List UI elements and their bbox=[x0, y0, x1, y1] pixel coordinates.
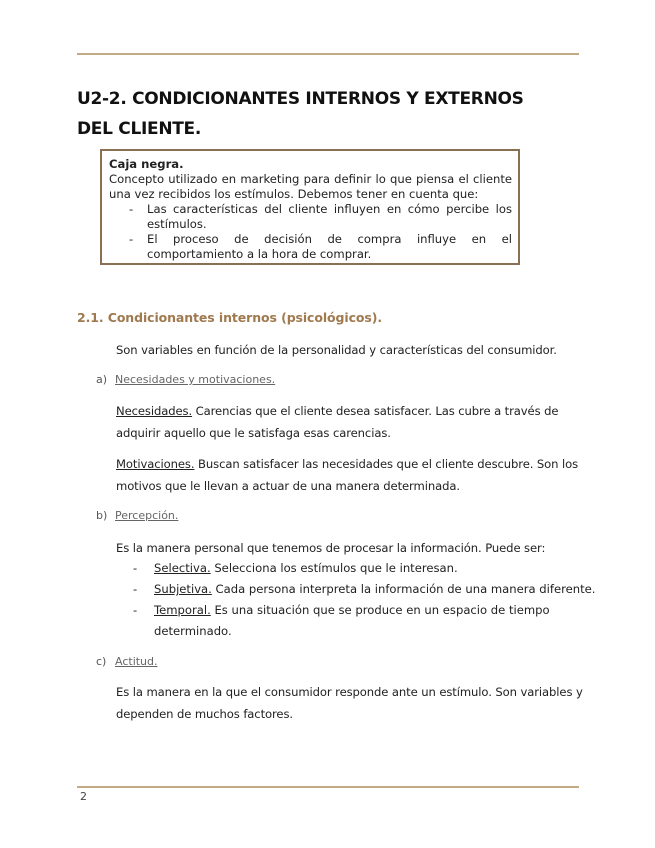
callout-list-item: - Las características del cliente influyen en cómo percibe los estímulos. bbox=[129, 202, 512, 231]
footer-rule bbox=[77, 786, 579, 788]
callout-heading: Caja negra. bbox=[109, 157, 184, 171]
needs-paragraph: Necesidades. Carencias que el cliente desea satisfacer. Las cubre a través de adquirir aquello que le satisfaga esas carencias. bbox=[116, 404, 559, 440]
callout-list bbox=[109, 202, 512, 262]
motivations-paragraph: Motivaciones. Buscan satisfacer las necesidades que el cliente descubre. Son los motivos que le llevan a actuar de una manera determinada. bbox=[116, 457, 579, 493]
page-number: 2 bbox=[80, 790, 87, 803]
section-heading: 2.1. Condicionantes internos (psicológicos). bbox=[77, 310, 382, 325]
perception-intro: Es la manera personal que tenemos de procesar la información. Puede ser: bbox=[116, 541, 546, 555]
header-rule bbox=[77, 53, 579, 55]
page-title: U2-2. CONDICIONANTES INTERNOS Y EXTERNOS DEL CLIENTE. bbox=[77, 89, 524, 139]
callout-list-item: - El proceso de decisión de compra influye en el comportamiento a la hora de comprar. bbox=[129, 232, 512, 261]
section-intro: Son variables en función de la personalidad y características del consumidor. bbox=[116, 343, 557, 357]
callout-intro: Concepto utilizado en marketing para definir lo que piensa el cliente una vez recibidos los estímulos. Debemos tener en cuenta que: bbox=[109, 172, 512, 201]
black-box-callout bbox=[100, 149, 520, 265]
attitude-paragraph: Es la manera en la que el consumidor responde ante un estímulo. Son variables y dependen de muchos factores. bbox=[116, 685, 583, 721]
